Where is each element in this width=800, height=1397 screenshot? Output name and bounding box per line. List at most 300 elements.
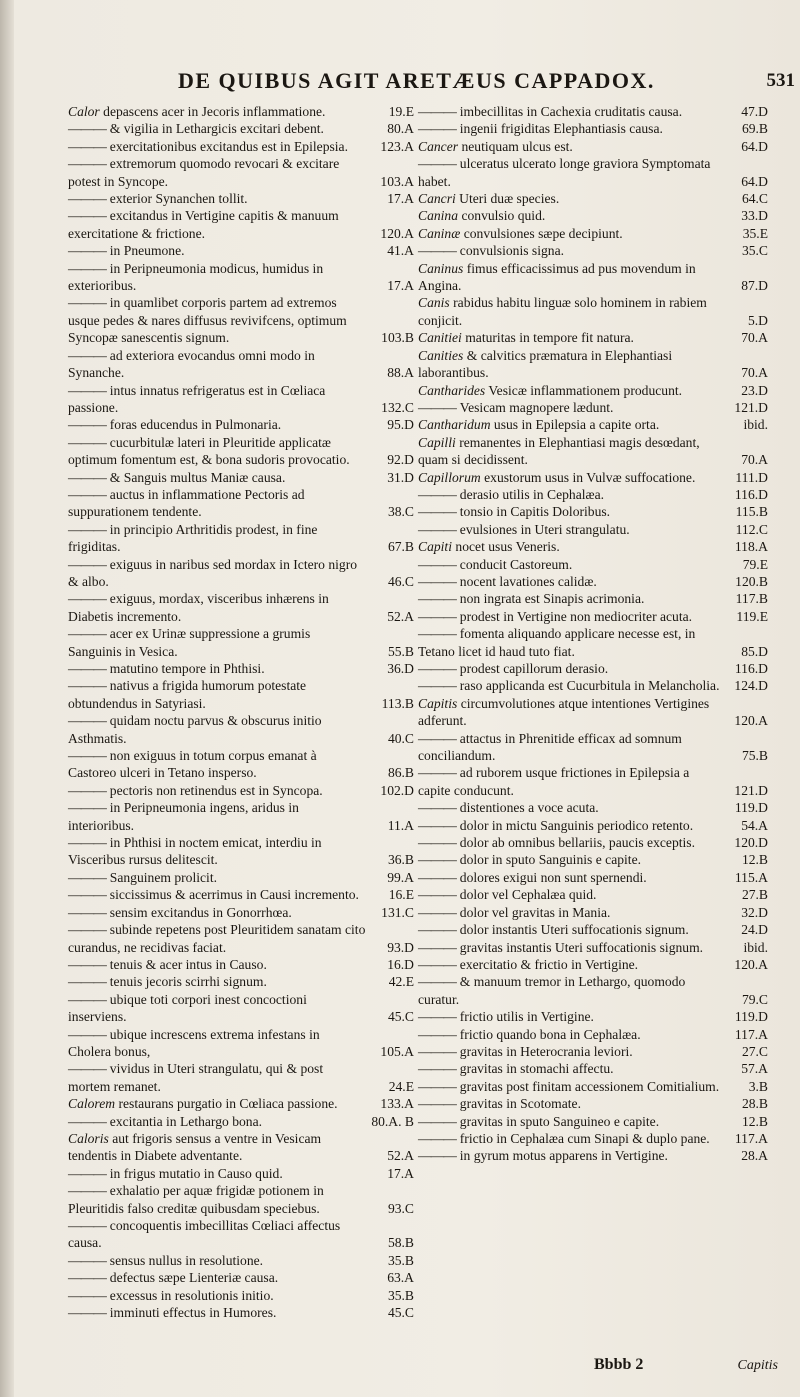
- index-entry-text: [418, 764, 768, 799]
- index-entry-text: [68, 434, 414, 469]
- ditto-dash: ———: [68, 835, 106, 851]
- index-entry-body: ad exteriora evocandus omni modo in Synanche.: [68, 347, 315, 381]
- index-entry-reference: 119.D: [734, 1009, 768, 1025]
- index-entry-reference: 54.A: [741, 817, 768, 833]
- index-entry: [68, 956, 414, 973]
- ditto-dash: ———: [68, 1183, 106, 1199]
- index-entry-reference: 80.A: [387, 121, 414, 137]
- index-entry-reference: 45.C: [387, 1009, 414, 1025]
- index-entry: [418, 556, 768, 573]
- index-entry: [418, 973, 768, 1008]
- index-entry-text: [418, 120, 768, 137]
- index-entry-reference: 111.D: [735, 469, 768, 485]
- index-entry-reference: 19.E: [388, 104, 414, 119]
- index-entry-reference: 27.B: [741, 887, 768, 903]
- index-entry-reference: 103.B: [381, 330, 414, 346]
- index-entry: [68, 120, 414, 137]
- index-entry-text: [418, 103, 768, 120]
- index-entry-text: [68, 556, 414, 591]
- ditto-dash: ———: [68, 956, 106, 972]
- index-entry-reference: 12.B: [741, 1113, 768, 1129]
- index-entry-reference: 64.C: [741, 191, 768, 207]
- index-entry-body: in Peripneumonia modicus, humidus in exterioribus.: [68, 260, 324, 294]
- index-entry-text: [418, 382, 768, 399]
- index-entry-body: in Pneumone.: [109, 243, 185, 259]
- index-entry: [68, 382, 414, 417]
- index-entry-body: nocet usus Veneris.: [455, 539, 560, 555]
- index-entry-body: Vesicæ inflammationem producunt.: [488, 382, 683, 398]
- index-entry-body: & calvitics præmatura in Elephantiasi laborantibus.: [418, 347, 673, 381]
- index-entry-text: [68, 521, 414, 556]
- index-entry: [68, 556, 414, 591]
- ditto-dash: ———: [418, 922, 456, 938]
- index-entry-text: [418, 799, 768, 816]
- index-entry-body: dolor ab omnibus bellariis, paucis exceptis.: [459, 835, 695, 851]
- index-entry-reference: 115.A: [734, 869, 768, 885]
- index-entry: [68, 1269, 414, 1286]
- index-entry: [418, 590, 768, 607]
- index-entry-reference: 117.B: [735, 591, 768, 607]
- ditto-dash: ———: [418, 573, 456, 589]
- index-entry-body: exercitationibus excitandus est in Epilepsia.: [109, 138, 348, 154]
- index-entry: [418, 1060, 768, 1077]
- index-entry-text: [418, 521, 768, 538]
- index-entry-body: & manuum tremor in Lethargo, quomodo curatur.: [418, 974, 686, 1007]
- index-entry-body: derasio utilis in Cephalæa.: [459, 486, 605, 502]
- index-entry-reference: 70.A: [741, 452, 768, 468]
- index-entry-reference: 102.D: [380, 782, 414, 798]
- index-entry-body: in quamlibet corporis partem ad extremos usque pedes & nares diffusus revivifcens, optimum Syncopæ sanescentis signum.: [68, 295, 347, 346]
- index-headword: Capiti: [418, 539, 452, 555]
- index-entry-body: Uteri duæ species.: [459, 191, 560, 207]
- index-entry-reference: 85.D: [741, 643, 768, 659]
- index-entry-text: [68, 416, 414, 433]
- index-entry-reference: 33.D: [741, 208, 768, 224]
- index-entry-body: & Sanguis multus Maniæ causa.: [109, 469, 286, 485]
- ditto-dash: ———: [418, 608, 456, 624]
- index-entry-body: extremorum quomodo revocari & excitare potest in Syncope.: [68, 156, 340, 189]
- index-entry-text: [68, 242, 414, 259]
- index-entry-body: circumvolutiones atque intentiones Vertigines adferunt.: [418, 695, 710, 729]
- index-headword: Canis: [418, 295, 450, 311]
- index-entry: [418, 764, 768, 799]
- ditto-dash: ———: [418, 939, 456, 955]
- page-gutter-shadow: [0, 0, 14, 1397]
- index-entry-reference: 67.B: [387, 539, 414, 555]
- index-entry-body: fomenta aliquando applicare necesse est, in Tetano licet id haud tuto fiat.: [418, 626, 696, 659]
- index-entry-text: [418, 1060, 768, 1077]
- index-entry-body: rabidus habitu linguæ solo hominem in rabiem conjicit.: [418, 295, 707, 328]
- index-entry: [418, 260, 768, 295]
- ditto-dash: ———: [68, 661, 106, 676]
- ditto-dash: ———: [418, 678, 456, 694]
- index-entry-text: [68, 294, 414, 346]
- index-entry-body: dolor in mictu Sanguinis periodico retento.: [459, 817, 694, 833]
- ditto-dash: ———: [68, 434, 106, 450]
- ditto-dash: ———: [68, 713, 106, 729]
- ditto-dash: ———: [68, 974, 106, 990]
- index-entry: [68, 886, 414, 903]
- index-entry-text: [68, 834, 414, 869]
- index-entry-reference: 75.B: [741, 748, 768, 764]
- index-entry-reference: 31.D: [387, 469, 414, 485]
- page-number: 531: [766, 70, 795, 91]
- index-headword: Caninæ: [418, 225, 461, 241]
- index-entry-reference: ibid.: [743, 417, 768, 433]
- index-entry-reference: 112.C: [735, 521, 768, 537]
- index-entry-body: dolores exigui non sunt spernendi.: [459, 869, 647, 885]
- index-entry-body: attactus in Phrenitide efficax ad somnum conciliandum.: [418, 730, 682, 764]
- index-entry-text: [418, 1147, 768, 1164]
- index-entry: [418, 939, 768, 956]
- index-entry-body: exiguus in naribus sed mordax in Ictero nigro & albo.: [68, 556, 358, 589]
- index-entry-reference: 123.A: [380, 138, 414, 154]
- signature-mark: Bbbb 2: [594, 1356, 644, 1373]
- index-entry: [418, 1113, 768, 1130]
- index-entry-text: [418, 869, 768, 886]
- index-entry-text: [418, 817, 768, 834]
- index-entry-body: nocent lavationes calidæ.: [459, 573, 597, 589]
- index-entry: [68, 434, 414, 469]
- ditto-dash: ———: [418, 730, 456, 746]
- ditto-dash: ———: [418, 156, 456, 172]
- index-entry-body: matutino tempore in Phthisi.: [109, 661, 265, 676]
- index-entry: [418, 608, 768, 625]
- index-entry: [68, 416, 414, 433]
- index-entry-body: gravitas instantis Uteri suffocationis signum.: [459, 939, 704, 955]
- index-entry-text: [68, 590, 414, 625]
- index-entry-text: [418, 538, 768, 555]
- ditto-dash: ———: [68, 887, 106, 903]
- index-entry-reference: 35.B: [387, 1287, 414, 1303]
- ditto-dash: ———: [418, 974, 456, 990]
- index-entry: [68, 469, 414, 486]
- index-entry-body: convulsio quid.: [461, 208, 546, 224]
- index-entry-text: [418, 625, 768, 660]
- index-entry: [418, 677, 768, 694]
- index-entry: [418, 469, 768, 486]
- index-entry-body: non ingrata est Sinapis acrimonia.: [459, 591, 645, 607]
- index-entry-reference: 105.A: [380, 1043, 414, 1059]
- ditto-dash: ———: [68, 869, 106, 885]
- catchword: Capitis: [737, 1358, 778, 1373]
- ditto-dash: ———: [418, 556, 456, 572]
- index-entry-text: [418, 573, 768, 590]
- index-entry-text: [68, 207, 414, 242]
- index-entry: [418, 329, 768, 346]
- index-entry: [418, 399, 768, 416]
- index-entry: [418, 1008, 768, 1025]
- index-entry-text: [68, 1304, 414, 1321]
- index-entry-reference: 117.A: [734, 1026, 768, 1042]
- ditto-dash: ———: [418, 852, 456, 868]
- index-entry-body: excitantia in Lethargo bona.: [109, 1113, 263, 1129]
- index-entry-body: conducit Castoreum.: [459, 556, 573, 572]
- ditto-dash: ———: [68, 469, 106, 485]
- ditto-dash: ———: [418, 1096, 456, 1112]
- ditto-dash: ———: [68, 121, 106, 137]
- index-entry-body: exhalatio per aquæ frigidæ potionem in Pleuritidis falso creditæ quibusdam speciebus.: [68, 1183, 324, 1216]
- index-entry: [68, 190, 414, 207]
- index-entry-text: [68, 486, 414, 521]
- index-entry-reference: 119.D: [734, 800, 768, 816]
- index-entry-reference: 35.E: [742, 225, 768, 241]
- index-entry-text: [418, 1095, 768, 1112]
- index-entry-body: dolor instantis Uteri suffocationis signum.: [459, 922, 689, 938]
- index-entry: [68, 677, 414, 712]
- index-column-right: [418, 103, 768, 1165]
- ditto-dash: ———: [68, 800, 106, 816]
- index-headword: Cancer: [418, 138, 459, 154]
- index-entry-body: ubique toti corpori inest concoctioni inserviens.: [68, 991, 307, 1025]
- index-entry-body: acer ex Urinæ suppressione a grumis Sanguinis in Vesica.: [68, 626, 311, 659]
- index-entry: [418, 190, 768, 207]
- index-entry-body: intus innatus refrigeratus est in Cœliaca passione.: [68, 382, 326, 415]
- index-entry: [68, 782, 414, 799]
- index-entry: [68, 1182, 414, 1217]
- running-title: DE QUIBUS AGIT ARETÆUS CAPPADOX.: [178, 68, 655, 93]
- index-entry-reference: 118.A: [734, 539, 768, 555]
- index-entry-reference: 42.E: [388, 974, 414, 990]
- index-entry: [68, 869, 414, 886]
- index-entry-reference: 46.C: [387, 573, 414, 589]
- index-entry-body: gravitas in sputo Sanguineo e capite.: [459, 1113, 660, 1129]
- index-entry: [418, 120, 768, 137]
- index-entry: [68, 1252, 414, 1269]
- index-entry-reference: 95.D: [387, 417, 414, 433]
- index-entry-body: ubique increscens extrema infestans in Cholera bonus,: [68, 1026, 320, 1059]
- index-entry: [418, 138, 768, 155]
- ditto-dash: ———: [418, 1130, 456, 1146]
- index-column-left: [68, 103, 414, 1321]
- index-entry-reference: 11.A: [387, 817, 414, 833]
- index-entry-body: ulceratus ulcerato longe graviora Symptomata habet.: [418, 156, 711, 189]
- ditto-dash: ———: [68, 1287, 106, 1303]
- index-entry: [418, 503, 768, 520]
- index-entry-text: [418, 956, 768, 973]
- index-entry-body: exercitatio & frictio in Vertigine.: [459, 956, 639, 972]
- index-entry-text: [418, 294, 768, 329]
- index-entry: [68, 260, 414, 295]
- index-entry-reference: 36.D: [387, 661, 414, 676]
- index-entry-reference: 52.A: [387, 1148, 414, 1164]
- index-entry-body: tenuis & acer intus in Causo.: [109, 956, 267, 972]
- index-entry-body: in frigus mutatio in Causo quid.: [109, 1165, 283, 1181]
- ditto-dash: ———: [418, 243, 456, 259]
- index-entry: [68, 486, 414, 521]
- index-headword: Cantharidum: [418, 417, 491, 433]
- ditto-dash: ———: [68, 295, 106, 311]
- index-entry-body: frictio in Cephalæa cum Sinapi & duplo pane.: [459, 1130, 710, 1146]
- index-entry-reference: 120.D: [734, 835, 768, 851]
- index-entry: [418, 834, 768, 851]
- index-entry: [418, 660, 768, 677]
- index-entry-body: exustorum usus in Vulvæ suffocatione.: [484, 469, 696, 485]
- index-entry-reference: 113.B: [381, 695, 414, 711]
- ditto-dash: ———: [68, 591, 106, 607]
- index-entry-text: [68, 1217, 414, 1252]
- ditto-dash: ———: [68, 138, 106, 154]
- index-entry-text: [68, 660, 414, 677]
- index-entry-text: [418, 904, 768, 921]
- ditto-dash: ———: [68, 904, 106, 920]
- ditto-dash: ———: [68, 243, 106, 259]
- ditto-dash: ———: [418, 956, 456, 972]
- index-entry: [418, 434, 768, 469]
- index-entry-text: [68, 973, 414, 990]
- index-entry: [418, 799, 768, 816]
- index-entry-text: [418, 695, 768, 730]
- index-entry: [418, 573, 768, 590]
- index-entry-body: cucurbitulæ lateri in Pleuritide applicatæ optimum fomentum est, & bona sudoris provocatio.: [68, 434, 350, 468]
- index-entry-reference: 80.A. B: [371, 1113, 414, 1129]
- index-entry-body: & vigilia in Lethargicis excitari debent.: [109, 121, 324, 137]
- index-entry: [68, 799, 414, 834]
- ditto-dash: ———: [68, 486, 106, 502]
- index-headword: Canina: [418, 208, 459, 224]
- index-entry: [68, 1095, 414, 1112]
- index-entry: [418, 625, 768, 660]
- ditto-dash: ———: [68, 156, 106, 172]
- ditto-dash: ———: [68, 1305, 106, 1321]
- ditto-dash: ———: [68, 748, 106, 764]
- index-entry: [418, 1078, 768, 1095]
- index-entry-reference: 86.B: [387, 765, 414, 781]
- index-entry-text: [418, 434, 768, 469]
- ditto-dash: ———: [418, 765, 456, 781]
- index-entry: [418, 294, 768, 329]
- ditto-dash: ———: [418, 399, 456, 415]
- index-entry-body: ad ruborem usque frictiones in Epilepsia a capite conducunt.: [418, 765, 690, 798]
- ditto-dash: ———: [68, 922, 106, 938]
- index-headword: Caninus: [418, 260, 464, 276]
- index-entry-body: gravitas in Scotomate.: [459, 1096, 581, 1112]
- ditto-dash: ———: [68, 1026, 106, 1042]
- ditto-dash: ———: [418, 626, 456, 642]
- index-entry: [68, 1165, 414, 1182]
- index-entry-text: [418, 399, 768, 416]
- index-headword: Cancri: [418, 191, 456, 207]
- index-entry: [418, 538, 768, 555]
- index-entry-text: [68, 869, 414, 886]
- index-entry-reference: 64.D: [741, 173, 768, 189]
- index-entry: [68, 294, 414, 346]
- index-entry: [418, 817, 768, 834]
- index-entry-reference: 93.D: [387, 939, 414, 955]
- index-entry-reference: 16.D: [387, 956, 414, 972]
- index-entry-text: [68, 1113, 414, 1130]
- page-footer: [0, 1352, 800, 1382]
- ditto-dash: ———: [68, 1252, 106, 1268]
- index-entry-body: tonsio in Capitis Doloribus.: [459, 504, 611, 520]
- index-entry: [68, 590, 414, 625]
- index-entry-body: frictio quando bona in Cephalæa.: [459, 1026, 641, 1042]
- index-entry-text: [418, 486, 768, 503]
- index-entry-text: [68, 103, 414, 120]
- index-entry-reference: 121.D: [734, 782, 768, 798]
- index-entry: [68, 138, 414, 155]
- index-entry-body: Vesicam magnopere lædunt.: [459, 399, 614, 415]
- index-entry-text: [68, 1060, 414, 1095]
- ditto-dash: ———: [418, 1148, 456, 1164]
- index-entry-text: [418, 207, 768, 224]
- index-entry-reference: 28.A: [741, 1148, 768, 1164]
- index-entry: [418, 242, 768, 259]
- ditto-dash: ———: [68, 208, 106, 224]
- index-entry-text: [418, 660, 768, 677]
- index-headword: Capitis: [418, 695, 458, 711]
- index-entry-text: [418, 939, 768, 956]
- index-entry-text: [68, 190, 414, 207]
- index-entry-text: [418, 242, 768, 259]
- index-entry-reference: 79.C: [741, 991, 768, 1007]
- index-entry-body: gravitas post finitam accessionem Comitialium.: [459, 1078, 720, 1094]
- index-entry-reference: ibid.: [743, 939, 768, 955]
- ditto-dash: ———: [68, 521, 106, 537]
- index-entry: [68, 712, 414, 747]
- index-entry: [418, 1130, 768, 1147]
- index-headword: Calorem: [68, 1096, 116, 1112]
- index-entry-reference: 120.A: [734, 956, 768, 972]
- ditto-dash: ———: [68, 991, 106, 1007]
- index-entry-text: [68, 1182, 414, 1217]
- ditto-dash: ———: [418, 835, 456, 851]
- ditto-dash: ———: [418, 486, 456, 502]
- index-entry-reference: 23.D: [741, 382, 768, 398]
- index-headword: Calor: [68, 104, 100, 119]
- index-entry-text: [418, 1043, 768, 1060]
- ditto-dash: ———: [68, 1270, 106, 1286]
- index-entry-text: [418, 1008, 768, 1025]
- index-entry-reference: 120.A: [734, 713, 768, 729]
- index-entry: [68, 155, 414, 190]
- ditto-dash: ———: [418, 121, 456, 137]
- index-entry: [418, 486, 768, 503]
- index-entry-text: [418, 225, 768, 242]
- running-header: [60, 62, 795, 102]
- ditto-dash: ———: [418, 817, 456, 833]
- index-entry-reference: 92.D: [387, 452, 414, 468]
- index-entry-reference: 132.C: [381, 399, 414, 415]
- index-headword: Cantharides: [418, 382, 486, 398]
- ditto-dash: ———: [68, 1165, 106, 1181]
- index-entry: [418, 416, 768, 433]
- index-entry-reference: 36.B: [387, 852, 414, 868]
- index-entry-reference: 12.B: [741, 852, 768, 868]
- index-entry-text: [418, 851, 768, 868]
- index-entry-reference: 115.B: [735, 504, 768, 520]
- index-entry-reference: 38.C: [387, 504, 414, 520]
- index-entry-reference: 70.A: [741, 330, 768, 346]
- index-entry: [68, 904, 414, 921]
- index-entry-text: [68, 886, 414, 903]
- index-entry: [418, 155, 768, 190]
- index-headword: Capillorum: [418, 469, 481, 485]
- index-entry: [68, 1217, 414, 1252]
- index-entry-reference: 116.D: [734, 661, 768, 676]
- index-entry-text: [68, 956, 414, 973]
- index-entry-reference: 69.B: [741, 121, 768, 137]
- index-entry-reference: 124.D: [734, 678, 768, 694]
- ditto-dash: ———: [418, 1026, 456, 1042]
- index-entry-text: [68, 1130, 414, 1165]
- index-entry-reference: 55.B: [387, 643, 414, 659]
- index-entry-text: [68, 991, 414, 1026]
- index-entry-reference: 103.A: [380, 173, 414, 189]
- index-entry-text: [418, 921, 768, 938]
- index-entry-reference: 35.C: [741, 243, 768, 259]
- index-entry-reference: 24.D: [741, 922, 768, 938]
